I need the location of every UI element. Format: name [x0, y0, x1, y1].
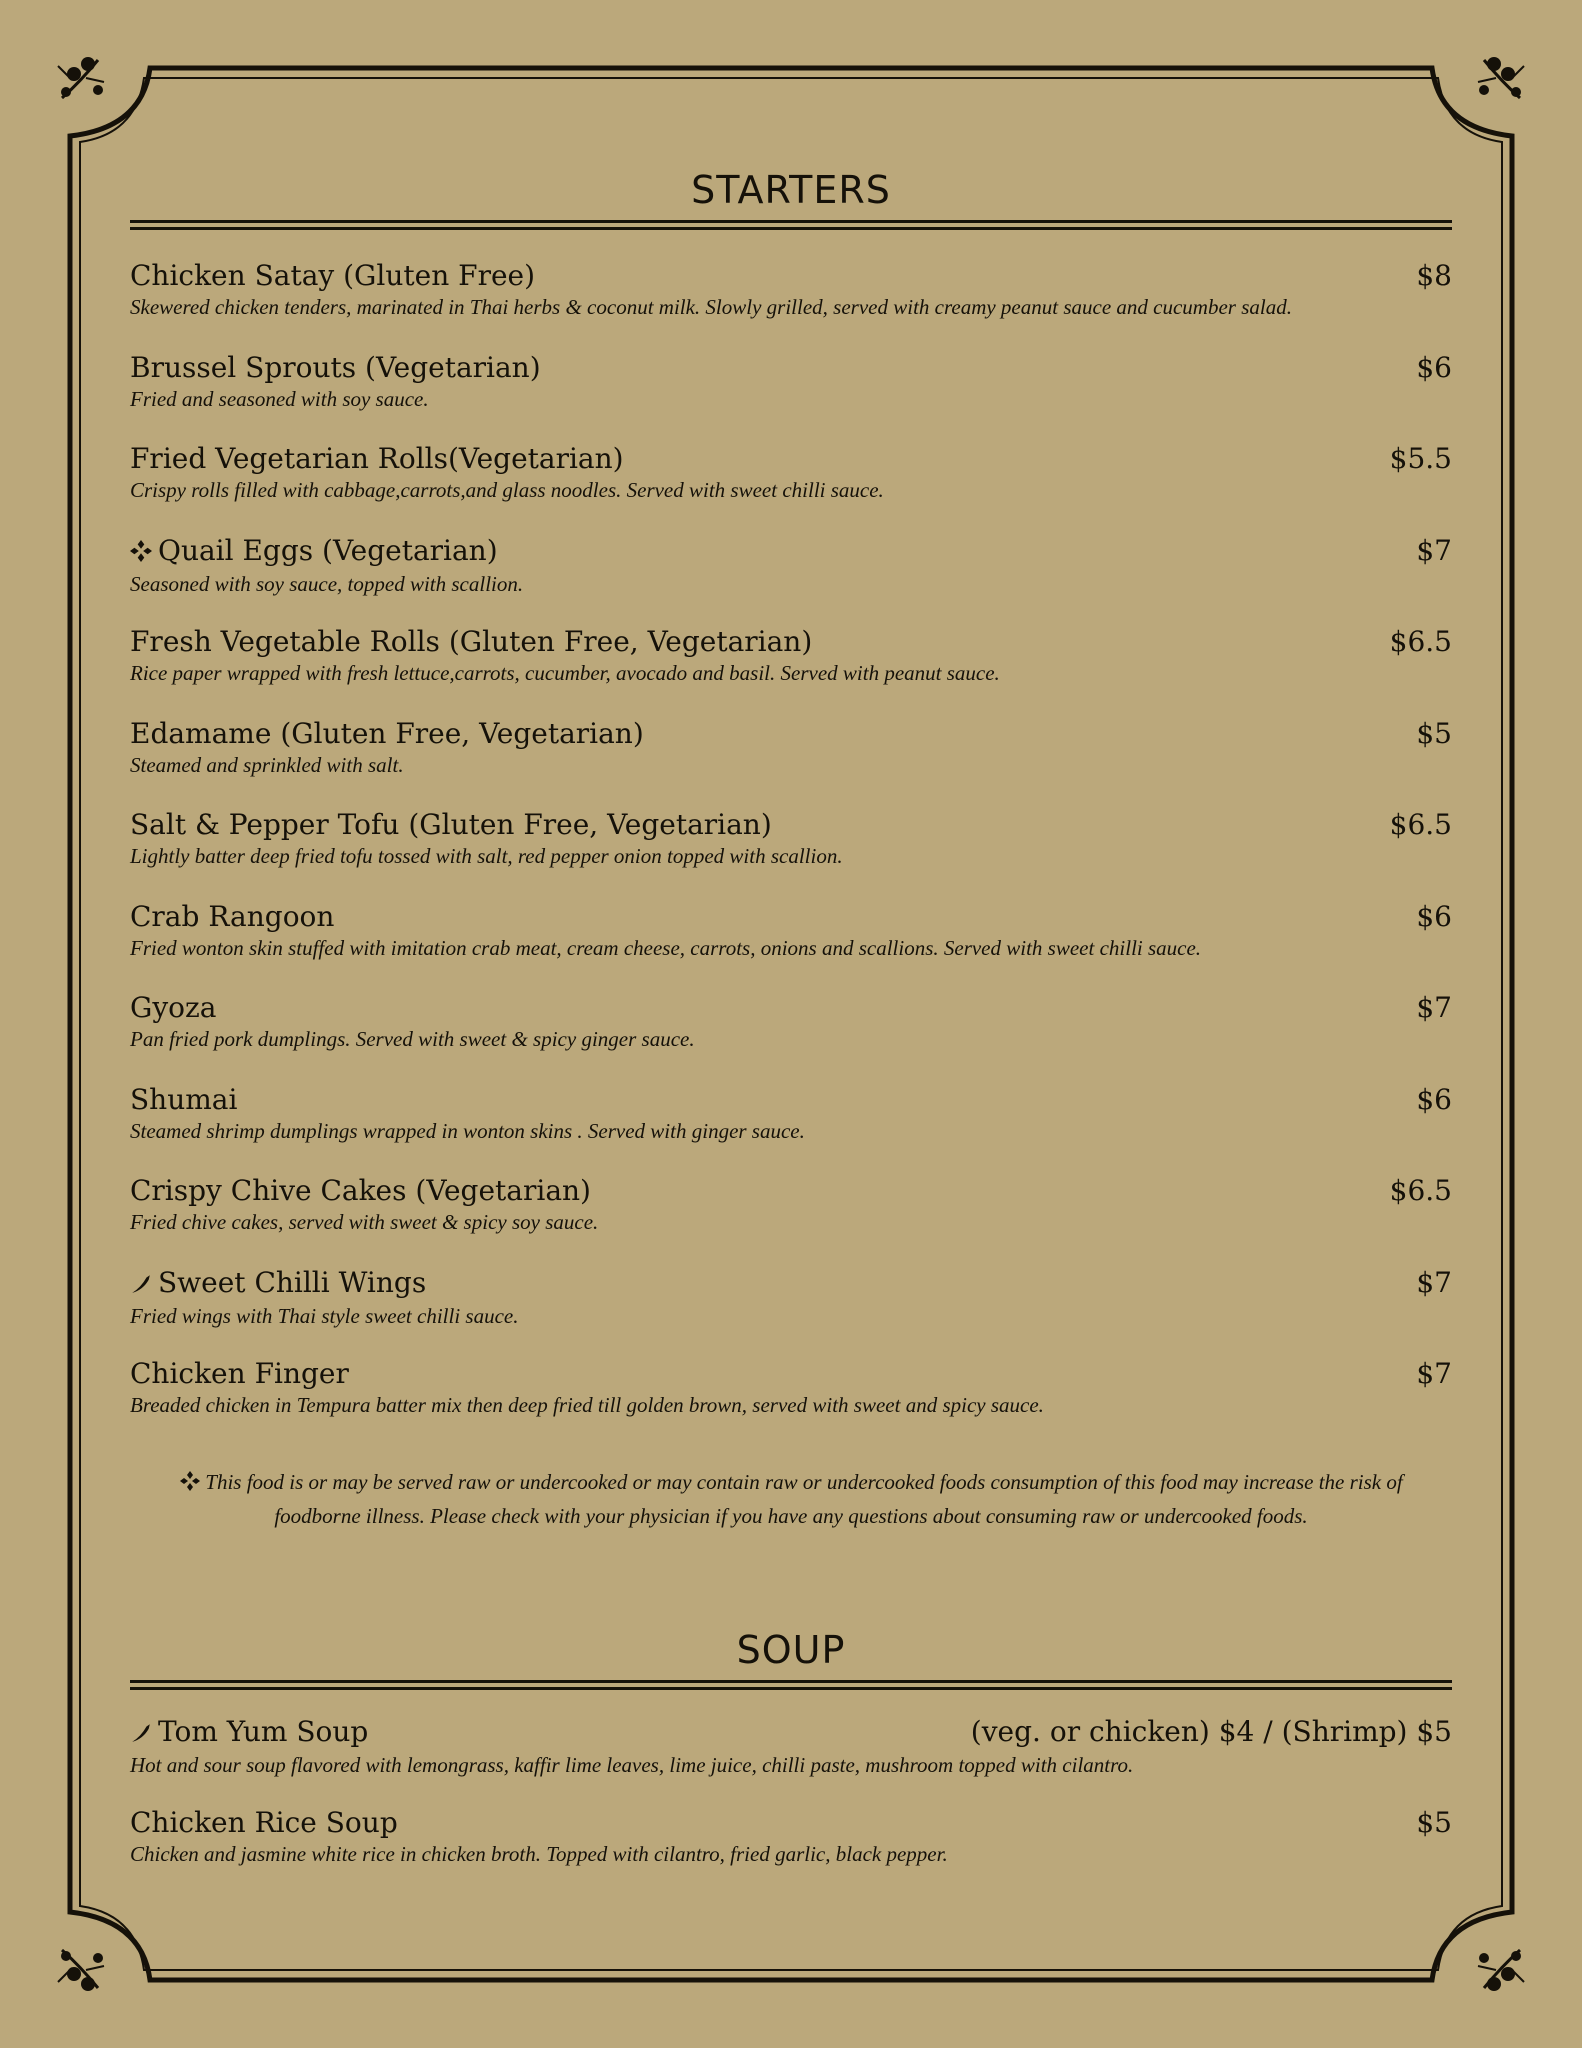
menu-item-description: Hot and sour soup flavored with lemongrass, kaffir lime leaves, lime juice, chilli paste, mushroom topped with cilantro. [130, 1752, 1134, 1777]
menu-item-name [130, 1265, 426, 1303]
menu-item-name [130, 533, 498, 571]
menu-item-name-text: Quail Eggs (Vegetarian) [158, 533, 498, 567]
menu-item-description: Lightly batter deep fried tofu tossed with salt, red pepper onion topped with scallion. [130, 844, 843, 868]
starters-section [130, 160, 1452, 1532]
menu-item-price: $6.5 [1389, 808, 1452, 841]
menu-item-name-text: Edamame (Gluten Free, Vegetarian) [130, 716, 644, 750]
section-divider [130, 1680, 1452, 1690]
menu-item-price: $6.5 [1389, 1174, 1452, 1207]
menu-item-name [130, 1173, 591, 1209]
menu-item-description: Steamed shrimp dumplings wrapped in wonton skins . Served with ginger sauce. [130, 1118, 805, 1143]
menu-item-name [130, 1805, 398, 1841]
menu-item [130, 1082, 1452, 1174]
section-title: SOUP [736, 1627, 846, 1672]
menu-item [130, 716, 1452, 808]
menu-item-name-text: Gyoza [130, 991, 217, 1024]
soup-section [130, 1620, 1452, 1897]
menu-item-name-text: Shumai [130, 1082, 238, 1116]
menu-item-name-text: Chicken Rice Soup [130, 1806, 398, 1839]
menu-item-header [130, 716, 1452, 752]
menu-item-price: $7 [1416, 1265, 1452, 1299]
menu-item-price: $5 [1416, 1806, 1452, 1839]
note-line-2: foodborne illness. Please check with your physician if you have any questions about consuming raw or undercooked foods. [274, 1503, 1308, 1528]
menu-item-description: Rice paper wrapped with fresh lettuce,carrots, cucumber, avocado and basil. Served with peanut sauce. [130, 661, 1000, 685]
menu-item [130, 350, 1452, 442]
menu-item-header [130, 899, 1452, 935]
menu-item-name-text: Crab Rangoon [130, 899, 335, 933]
menu-item-name-text: Sweet Chilli Wings [158, 1265, 427, 1299]
menu-item-name-text: Crispy Chive Cakes (Vegetarian) [130, 1174, 591, 1207]
menu-item-name [130, 716, 644, 752]
menu-item-header [130, 1714, 1452, 1752]
menu-item-price: $6.5 [1389, 625, 1452, 658]
floral-ornament-icon [1478, 57, 1524, 98]
menu-item-price: $7 [1416, 991, 1452, 1024]
menu-item-price: (veg. or chicken) $4 / (Shrimp) $5 [970, 1714, 1452, 1748]
menu-item-description: Fried wings with Thai style sweet chilli sauce. [130, 1303, 519, 1328]
menu-item-header [130, 1173, 1452, 1209]
menu-item-header [130, 533, 1452, 571]
chili-pepper-icon [130, 1716, 154, 1752]
menu-item-name [130, 350, 541, 386]
menu-item-price: $6 [1416, 350, 1452, 384]
menu-item-price: $5 [1416, 716, 1452, 750]
menu-item-price: $7 [1416, 533, 1452, 567]
floral-ornament-icon [1478, 1950, 1524, 1991]
menu-item-header [130, 807, 1452, 843]
menu-item-price: $6 [1416, 1082, 1452, 1116]
menu-item [130, 624, 1452, 716]
menu-item-description: Fried chive cakes, served with sweet & spicy soy sauce. [130, 1210, 599, 1234]
menu-item-name-text: Chicken Satay (Gluten Free) [130, 259, 536, 292]
menu-item-header [130, 350, 1452, 386]
note-line-1: This food is or may be served raw or undercooked or may contain raw or undercooked foods consumption of this food may increase the risk of [205, 1469, 1403, 1494]
menu-item [130, 1265, 1452, 1357]
menu-item-name [130, 1356, 349, 1392]
menu-item [130, 1714, 1452, 1806]
starters-list [130, 258, 1452, 1448]
menu-item [130, 533, 1452, 625]
menu-item-name-text: Tom Yum Soup [158, 1714, 369, 1748]
menu-item [130, 1356, 1452, 1448]
diamond-snowflake-icon [179, 1468, 201, 1500]
menu-item-price: $8 [1416, 259, 1452, 292]
menu-item-header [130, 1356, 1452, 1392]
menu-item-name [130, 807, 772, 843]
menu-item-description: Seasoned with soy sauce, topped with scallion. [130, 571, 524, 596]
menu-item [130, 258, 1452, 350]
menu-item-name [130, 1714, 368, 1752]
menu-item-price: $6 [1416, 899, 1452, 933]
menu-item-name [130, 899, 334, 935]
menu-item-description: Fried and seasoned with soy sauce. [130, 386, 429, 411]
menu-item-name [130, 1082, 237, 1118]
menu-item-description: Pan fried pork dumplings. Served with sweet & spicy ginger sauce. [130, 1027, 695, 1051]
section-divider [130, 220, 1452, 230]
menu-item-name-text: Fried Vegetarian Rolls(Vegetarian) [130, 442, 624, 475]
floral-ornament-icon [58, 1950, 104, 1991]
menu-item-name-text: Chicken Finger [130, 1357, 349, 1390]
menu-item-header [130, 258, 1452, 294]
menu-item-header [130, 1805, 1452, 1841]
menu-item-header [130, 441, 1452, 477]
menu-item [130, 899, 1452, 991]
menu-item-name-text: Salt & Pepper Tofu (Gluten Free, Vegetarian) [130, 808, 772, 841]
diamond-snowflake-icon [130, 535, 154, 571]
menu-item [130, 1173, 1452, 1265]
raw-food-warning-note [130, 1466, 1452, 1532]
menu-item [130, 441, 1452, 533]
menu-item [130, 990, 1452, 1082]
menu-item-header [130, 1082, 1452, 1118]
menu-item-name [130, 990, 217, 1026]
menu-item [130, 1805, 1452, 1897]
menu-item-description: Breaded chicken in Tempura batter mix then deep fried till golden brown, served with sweet and spicy sauce. [130, 1393, 1044, 1417]
menu-item-price: $5.5 [1389, 442, 1452, 475]
section-title: STARTERS [691, 168, 891, 212]
menu-item-name [130, 624, 812, 660]
menu-item-name-text: Brussel Sprouts (Vegetarian) [130, 350, 541, 384]
menu-item-name [130, 441, 624, 477]
menu-item-price: $7 [1416, 1357, 1452, 1390]
menu-content [130, 160, 1452, 1897]
menu-item-header [130, 990, 1452, 1026]
menu-item-name-text: Fresh Vegetable Rolls (Gluten Free, Vegetarian) [130, 625, 813, 658]
menu-item-header [130, 624, 1452, 660]
menu-item-description: Skewered chicken tenders, marinated in Thai herbs & coconut milk. Slowly grilled, served with creamy peanut sauce and cucumber salad. [130, 295, 1292, 319]
menu-item-description: Crispy rolls filled with cabbage,carrots,and glass noodles. Served with sweet chilli sauce. [130, 478, 884, 502]
menu-item-header [130, 1265, 1452, 1303]
floral-ornament-icon [58, 57, 104, 98]
soup-list [130, 1714, 1452, 1897]
chili-pepper-icon [130, 1267, 154, 1303]
menu-item-name [130, 258, 535, 294]
menu-item-description: Chicken and jasmine white rice in chicken broth. Topped with cilantro, fried garlic, black pepper. [130, 1842, 948, 1866]
menu-item-description: Steamed and sprinkled with salt. [130, 752, 404, 777]
menu-item-description: Fried wonton skin stuffed with imitation crab meat, cream cheese, carrots, onions and scallions. Served with sweet chilli sauce. [130, 935, 1202, 960]
menu-item [130, 807, 1452, 899]
